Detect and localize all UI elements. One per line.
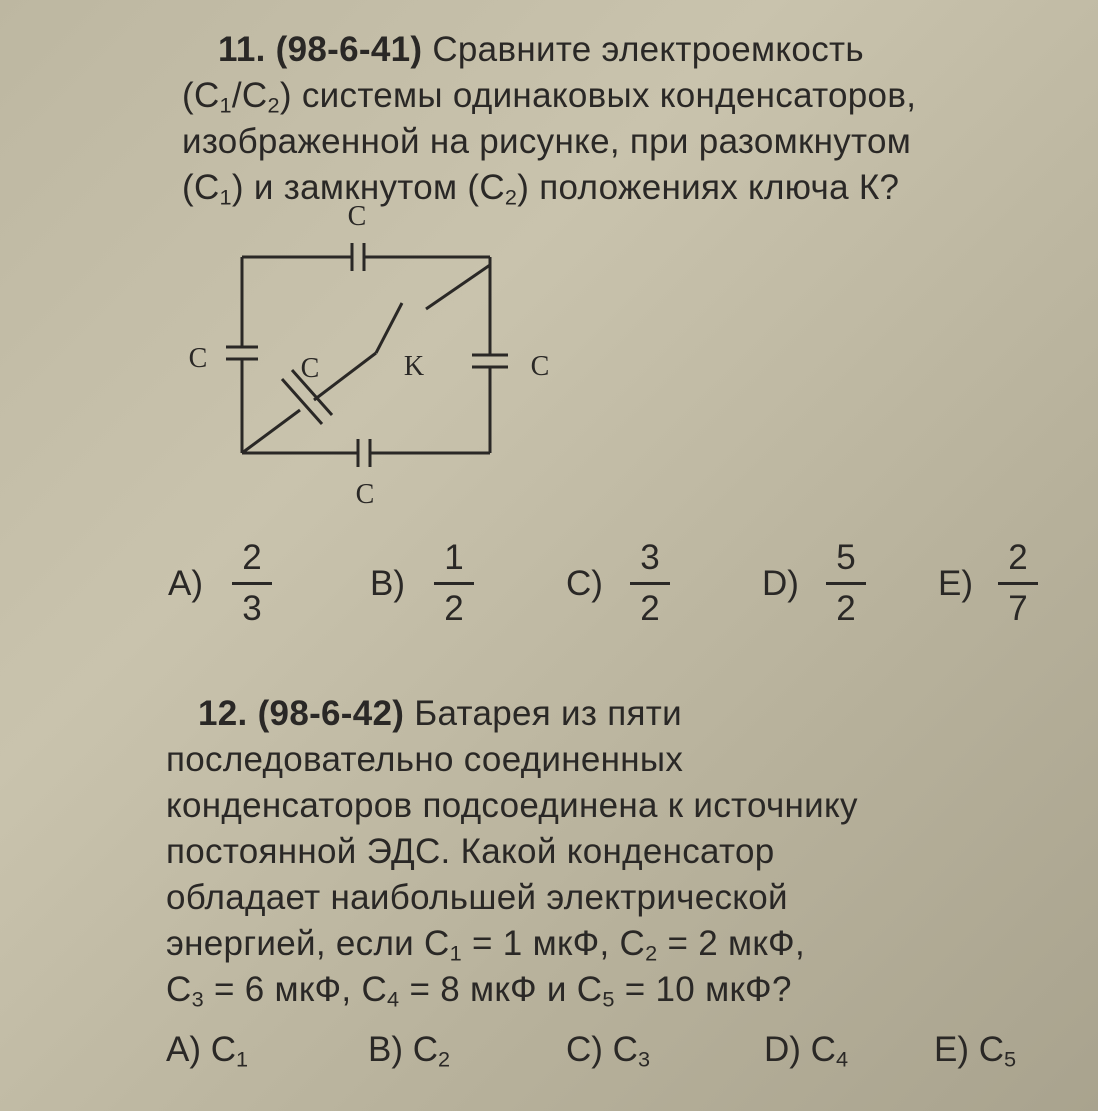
q12-line-7: $C_3 = 6$ мкФ, $C_4 = 8$ мкФ и $C_5 = 10$ мкФ? bbox=[166, 970, 792, 1012]
q12-line-1 bbox=[198, 692, 682, 736]
q12-answer-a: A) $C_1$ bbox=[166, 1030, 249, 1072]
label-key: K bbox=[403, 351, 425, 382]
q11-number: 11. bbox=[218, 30, 266, 69]
label-cap-diagonal: C bbox=[300, 353, 320, 384]
q12-line-5: обладает наибольшей электрической bbox=[166, 878, 788, 917]
q11-line-1 bbox=[218, 28, 864, 72]
q12-line-4: постоянной ЭДС. Какой конденсатор bbox=[166, 832, 775, 871]
q11-line-4: $(C_1)$ и замкнутом $(C_2)$ положениях ключа К? bbox=[182, 168, 900, 210]
q11-text-1: Сравните электроемкость bbox=[432, 30, 864, 69]
q12-answer-b: B) $C_2$ bbox=[368, 1030, 451, 1072]
answer-label: D) bbox=[762, 564, 799, 603]
answer-fraction: 5 2 bbox=[826, 538, 866, 629]
answer-fraction: 2 7 bbox=[998, 538, 1038, 629]
key-contact-wire bbox=[426, 265, 490, 309]
diag-wire-1 bbox=[242, 410, 300, 453]
label-cap-right: C bbox=[530, 351, 550, 382]
q12-text-1: Батарея из пяти bbox=[414, 694, 682, 733]
label-cap-bottom: C bbox=[355, 479, 375, 510]
answer-label: A) bbox=[168, 564, 203, 603]
label-cap-left: C bbox=[188, 343, 208, 374]
answer-label: E) bbox=[938, 564, 973, 603]
q11-code: (98-6-41) bbox=[275, 30, 423, 69]
answer-label: B) bbox=[370, 564, 405, 603]
q12-answer-e: E) $C_5$ bbox=[934, 1030, 1017, 1072]
q11-line-2: $(C_1/C_2)$ системы одинаковых конденсаторов, bbox=[182, 76, 917, 118]
answer-fraction: 3 2 bbox=[630, 538, 670, 629]
q12-answer-c: C) $C_3$ bbox=[566, 1030, 650, 1072]
q12-line-2: последовательно соединенных bbox=[166, 740, 684, 779]
q12-line-3: конденсаторов подсоединена к источнику bbox=[166, 786, 858, 825]
q12-code: (98-6-42) bbox=[257, 694, 405, 733]
answer-fraction: 1 2 bbox=[434, 538, 474, 629]
label-cap-top: C bbox=[347, 201, 367, 232]
diag-wire-2 bbox=[314, 353, 376, 400]
q12-number: 12. bbox=[198, 694, 248, 733]
key-blade bbox=[376, 303, 402, 353]
answer-fraction: 2 3 bbox=[232, 538, 272, 629]
q12-answer-d: D) $C_4$ bbox=[764, 1030, 848, 1072]
circuit-diagram bbox=[180, 195, 580, 525]
q12-line-6: энергией, если $C_1 = 1$ мкФ, $C_2 = 2$ мкФ, bbox=[166, 924, 805, 966]
answer-label: C) bbox=[566, 564, 603, 603]
q11-line-3: изображенной на рисунке, при разомкнутом bbox=[182, 122, 912, 161]
q11-answers bbox=[0, 538, 1098, 638]
